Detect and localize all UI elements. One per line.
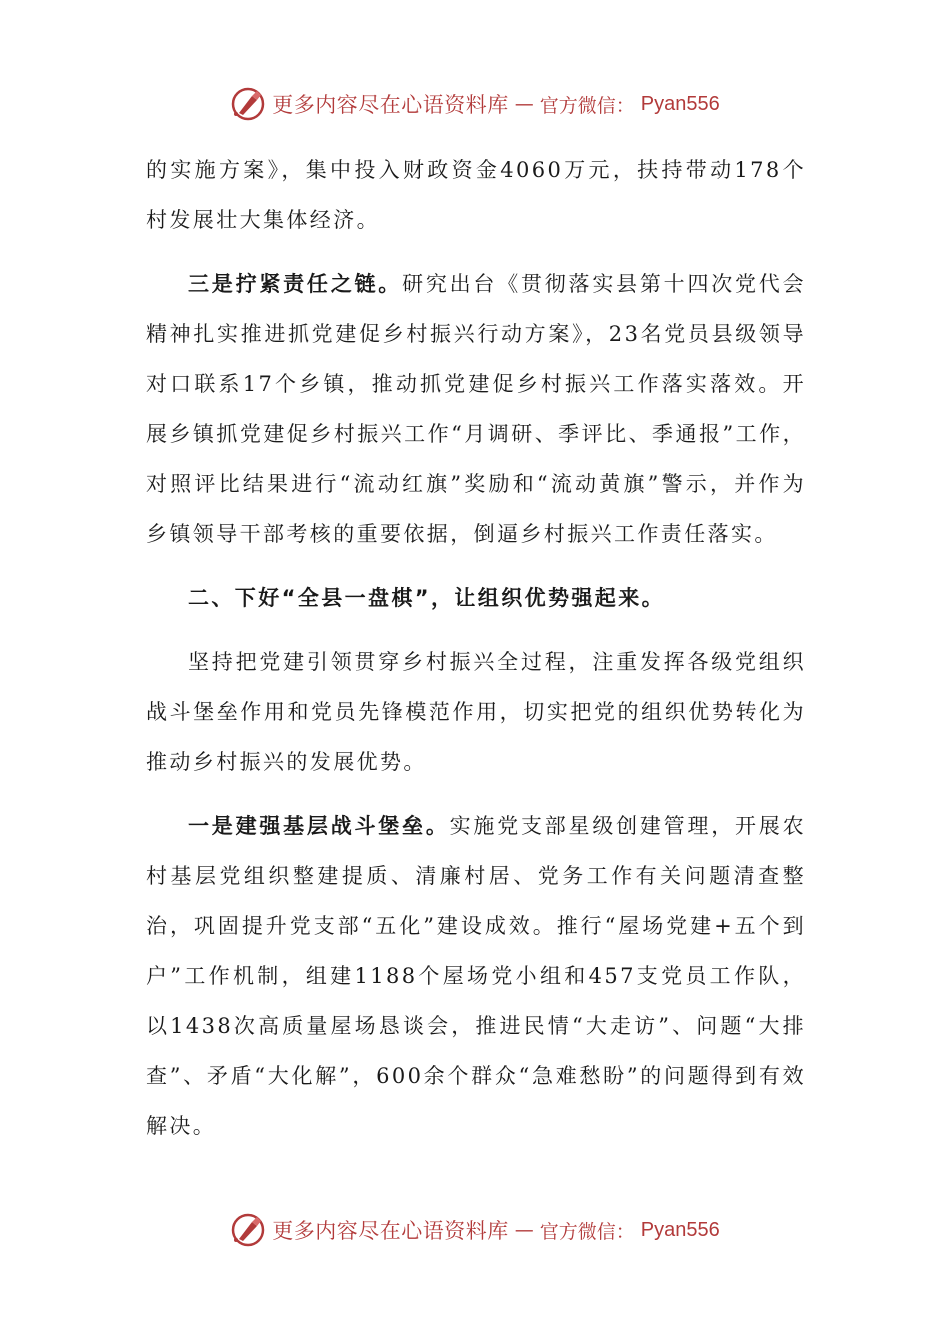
paragraph-grassroots-fortress	[146, 801, 806, 1151]
paragraph-lead: 三是拧紧责任之链。	[188, 272, 403, 296]
paragraph-responsibility-chain	[146, 259, 806, 559]
paragraph-text: 的实施方案》，集中投入财政资金4060万元，扶持带动178个村发展壮大集体经济。	[146, 158, 806, 232]
banner-separator: —	[514, 93, 534, 115]
paragraph-continued	[146, 145, 806, 245]
banner-wechat-label: 官方微信：	[539, 1220, 635, 1243]
paragraph-text: 实施党支部星级创建管理，开展农村基层党组织整建提质、清廉村居、党务工作有关问题清查整治，巩固提升党支部“五化”建设成效。推行“屋场党建+五个到户”工作机制，组建1188个屋场党小组和457支党员工作队，以1438次高质量屋场恳谈会，推进民情“大走访”、问题“大排查”、矛盾“大化解”，600余个群众“急难愁盼”的问题得到有效解决。	[146, 814, 806, 1138]
banner-brand-text: 更多内容尽在心语资料库	[272, 1219, 509, 1243]
pen-nib-circle-icon	[230, 86, 266, 122]
footer-banner	[0, 1208, 950, 1252]
header-banner	[0, 82, 950, 126]
paragraph-text: 坚持把党建引领贯穿乡村振兴全过程，注重发挥各级党组织战斗堡垒作用和党员先锋模范作用，切实把党的组织优势转化为推动乡村振兴的发展优势。	[146, 650, 806, 774]
paragraph-intro	[146, 637, 806, 787]
banner-wechat-label: 官方微信：	[539, 94, 635, 117]
section-heading: 二、下好“全县一盘棋”，让组织优势强起来。	[188, 586, 666, 610]
document-body	[146, 145, 806, 1151]
banner-wechat-id: Pyan556	[640, 92, 720, 115]
banner-brand-text: 更多内容尽在心语资料库	[272, 93, 509, 117]
banner-wechat-id: Pyan556	[640, 1218, 720, 1241]
pen-nib-circle-icon	[230, 1212, 266, 1248]
paragraph-lead: 一是建强基层战斗堡垒。	[188, 814, 450, 838]
banner-separator: —	[514, 1219, 534, 1241]
paragraph-text: 研究出台《贯彻落实县第十四次党代会精神扎实推进抓党建促乡村振兴行动方案》，23名党员县级领导对口联系17个乡镇，推动抓党建促乡村振兴工作落实落效。开展乡镇抓党建促乡村振兴工作“月调研、季评比、季通报”工作，对照评比结果进行“流动红旗”奖励和“流动黄旗”警示，并作为乡镇领导干部考核的重要依据，倒逼乡村振兴工作责任落实。	[146, 272, 806, 546]
